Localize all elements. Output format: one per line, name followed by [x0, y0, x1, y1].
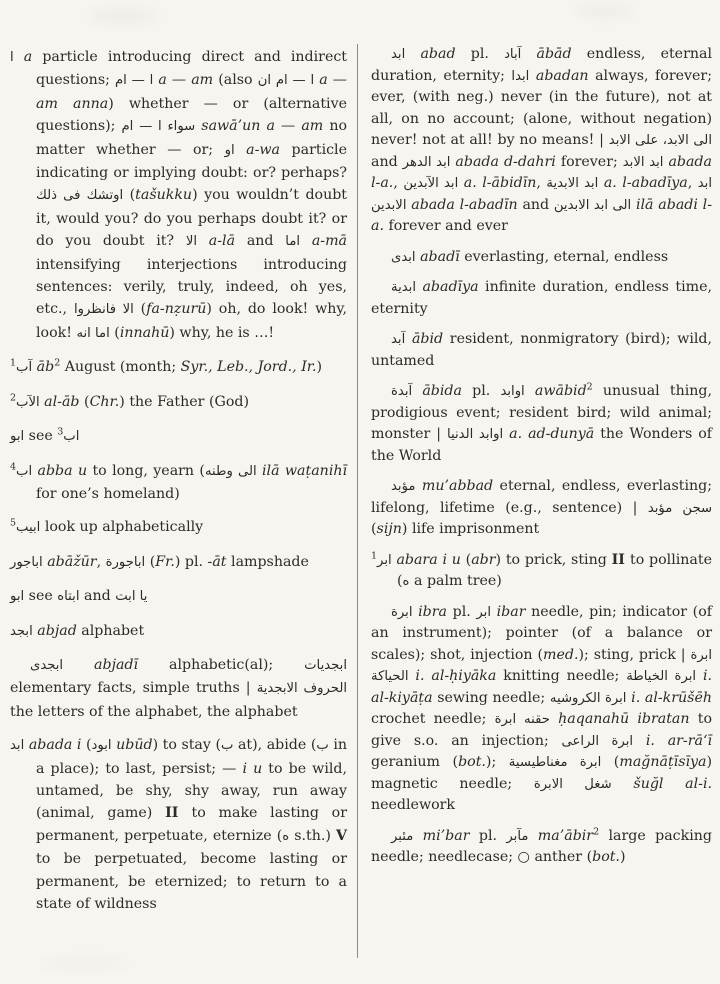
arabic-text: ابيب: [16, 520, 41, 536]
transliteration: abara i u: [391, 551, 466, 568]
homograph-number: 3: [57, 426, 64, 438]
arabic-text: ا — ام ان: [257, 73, 315, 89]
transliteration: i. al-kiyāṭa: [371, 668, 712, 706]
gloss-text: to long, yearn (: [92, 462, 205, 479]
gloss-text: everlasting, eternal, endless: [459, 248, 669, 265]
dictionary-entry: [10, 516, 347, 539]
dictionary-entry: [371, 329, 712, 372]
gloss-text: unusual thing, prodigious event; resident bird; wild animal; monster |: [371, 383, 712, 442]
arabic-text: اما: [285, 234, 301, 250]
arabic-text: ابو: [10, 589, 25, 605]
right-column: [371, 44, 712, 878]
dictionary-entry: [10, 46, 347, 345]
transliteration: a-lā: [197, 233, 247, 250]
arabic-text: ابجد: [10, 623, 33, 639]
transliteration: ibra: [412, 603, 448, 620]
gloss-text: ,: [96, 553, 106, 570]
arabic-text: شغل الابرة: [533, 776, 612, 792]
gloss-text: August (month;: [60, 359, 181, 376]
dictionary-entry: [10, 620, 347, 643]
gloss-text: (: [465, 551, 472, 568]
gloss-text: ,: [687, 175, 698, 191]
arabic-text: اب: [63, 429, 80, 445]
gloss-text: ) magnetic needle;: [371, 754, 713, 792]
dictionary-entry: [10, 425, 347, 448]
gloss-text: pl.: [447, 603, 477, 620]
transliteration: i. al-ḥiyāka: [408, 668, 497, 684]
transliteration: a-wa: [234, 141, 292, 158]
arabic-text: ابد: [391, 47, 406, 62]
gloss-text: and: [79, 588, 116, 605]
arabic-text: ابرة مغناطيسية: [508, 755, 602, 770]
transliteration: i u: [242, 760, 269, 777]
arabic-text: ا: [10, 50, 14, 65]
dictionary-entry: [371, 550, 712, 593]
arabic-text: الى ابد الابدين: [553, 197, 632, 213]
transliteration: a. l-ābidīn: [458, 175, 537, 191]
arabic-text: ابد الدهر: [402, 154, 451, 170]
transliteration: abjad: [32, 622, 77, 639]
gloss-text: a palm tree): [409, 573, 502, 589]
arabic-text: الحروف الابجدية: [256, 681, 348, 697]
gloss-text: ) pl.: [174, 553, 208, 570]
gloss-text: resident, nonmigratory (bird); wild, untamed: [371, 331, 713, 369]
transliteration: āb: [32, 359, 55, 376]
left-column: [10, 46, 347, 926]
transliteration: abada d-dahri: [450, 153, 556, 170]
gloss-text: sewing needle;: [432, 689, 550, 706]
arabic-text: ا — ام: [114, 73, 154, 89]
column-divider: [357, 44, 358, 958]
transliteration: abba u: [32, 462, 93, 479]
transliteration: sawā’un a — am: [195, 118, 330, 135]
arabic-text: ابجدى: [30, 657, 64, 673]
scan-smudge: [40, 958, 130, 968]
arabic-text: ابرة الحياكة: [371, 647, 712, 684]
arabic-text: ابد الابدين: [371, 176, 713, 213]
transliteration: med.: [543, 646, 579, 663]
arabic-text: سجن مؤبد: [647, 500, 713, 516]
transliteration: a. ad-dunyā: [503, 426, 595, 442]
transliteration: al-āb: [39, 393, 85, 410]
arabic-text: سواء ا — ام: [121, 119, 196, 135]
gloss-text: ,: [536, 175, 547, 191]
arabic-text: او: [224, 142, 235, 158]
gloss-text: (: [109, 324, 120, 341]
dictionary-entry: [371, 476, 712, 541]
transliteration: a: [13, 49, 43, 65]
arabic-text: اوابد: [500, 384, 525, 399]
dictionary-entry: [371, 247, 712, 269]
gloss-text: and: [517, 196, 554, 213]
gloss-text: ) the Father (God): [119, 393, 249, 410]
transliteration: ubūd: [111, 737, 153, 754]
dictionary-entry: [371, 44, 712, 238]
gloss-text: at), abide (: [233, 737, 317, 754]
transliteration: -āt: [207, 553, 227, 570]
arabic-text: الآب: [16, 394, 40, 410]
arabic-text: الى الابد، على الابد: [608, 133, 712, 148]
arabic-text: مؤبد: [391, 479, 416, 494]
arabic-text: آباد: [504, 47, 522, 62]
transliteration: abjadī: [63, 656, 139, 673]
transliteration: innahū: [119, 324, 170, 341]
gloss-text: crochet needle;: [371, 711, 495, 727]
gloss-text: intensifying interjections introducing sentences: verily, truly, indeed, oh yes, etc.,: [36, 256, 347, 318]
dictionary-entry: [10, 654, 347, 723]
arabic-text: ب: [316, 738, 329, 754]
gloss-text: (: [601, 754, 620, 770]
transliteration: fa-nẓurū: [146, 301, 207, 318]
gloss-text: (: [371, 521, 377, 537]
transliteration: abāžūr: [42, 553, 97, 570]
transliteration: a — am anna: [36, 72, 347, 112]
gloss-text: s.th.): [289, 827, 336, 844]
gloss-text: alphabet: [76, 622, 145, 639]
gloss-text: knitting needle;: [496, 668, 627, 684]
arabic-text: اباجورة: [105, 554, 146, 570]
gloss-text: ) why, he is …!: [169, 324, 275, 341]
transliteration: ilā abadi l-a.: [371, 196, 713, 234]
gloss-text: large packing needle; needlecase; ○ anther (: [371, 827, 712, 865]
gloss-text: particle indicating or implying doubt: or? perhaps?: [36, 141, 347, 182]
gloss-text: ) to stay (: [152, 737, 221, 754]
arabic-text: ابد: [10, 738, 25, 754]
gloss-text: ) you wouldn’t doubt it, would you? do you perhaps doubt it? or do you doubt it?: [36, 187, 348, 250]
gloss-text: ) to prick, sting: [495, 551, 612, 568]
verb-form-numeral: V: [335, 827, 347, 844]
gloss-text: forever;: [555, 153, 623, 170]
transliteration: Fr.: [155, 553, 175, 570]
arabic-text: الا: [185, 234, 198, 250]
arabic-text: اب: [16, 463, 33, 479]
transliteration: i. ar-rā‘ī: [633, 732, 713, 749]
homograph-number: 1: [371, 549, 378, 561]
gloss-text: (also: [218, 72, 258, 89]
arabic-text: ابرة الكروشيه: [549, 690, 627, 706]
transliteration: šuğl al-i.: [611, 775, 712, 792]
gloss-text: to give s.o. an injection;: [371, 711, 712, 749]
gloss-text: always, forever; ever, (with neg.) never (in the future), not at all, on no account; (alone, without negation) never! not at all! by no means! |: [371, 67, 712, 148]
transliteration: bot.: [592, 849, 620, 865]
dictionary-entry: [371, 381, 712, 467]
gloss-text: and: [371, 153, 403, 170]
transliteration: ābida: [412, 383, 462, 399]
gloss-text: (: [86, 737, 92, 754]
gloss-text: needlework: [371, 797, 456, 813]
transliteration: ibar: [491, 603, 526, 620]
homograph-number: 1: [10, 357, 17, 369]
arabic-text: ابدى: [391, 249, 416, 265]
transliteration: ḥaqanahū ibratan: [549, 711, 690, 727]
homograph-number: 2: [586, 381, 593, 393]
gloss-text: needle, pin; indicator (of an instrument); pointer (of a balance or scales); shot, injection (: [371, 603, 713, 663]
arabic-text: اوابد الدنيا: [447, 427, 504, 442]
arabic-text: ابد الابد: [622, 154, 664, 170]
arabic-text: آبدة: [391, 384, 413, 399]
arabic-text: ابجديات: [304, 657, 348, 673]
gloss-text: see: [24, 428, 58, 445]
transliteration: Chr.: [89, 393, 120, 410]
gloss-text: ) oh, do look! why, look!: [36, 301, 348, 341]
gloss-text: elementary facts, simple truths |: [10, 680, 257, 697]
gloss-text: ); sting, prick |: [578, 646, 691, 663]
gloss-text: ,: [393, 175, 404, 191]
transliteration: tašukku: [135, 187, 193, 204]
arabic-text: مآبر: [506, 828, 529, 844]
transliteration: abadīya: [416, 279, 479, 295]
arabic-text: آب: [16, 360, 33, 376]
gloss-text: to be wild, untamed, be shy, shy away, run away (animal, game): [36, 760, 347, 822]
dictionary-entry: [371, 277, 712, 320]
dictionary-entry: [10, 460, 347, 506]
arabic-text: ابو: [10, 429, 25, 445]
transliteration: abada l-abadīn: [406, 196, 518, 213]
verb-form-numeral: II: [611, 551, 631, 568]
arabic-text: الا فانظروا: [73, 302, 134, 318]
arabic-text: ابرة الخياطة: [626, 669, 697, 684]
gloss-text: pl.: [455, 46, 505, 62]
arabic-text: ه: [402, 574, 410, 589]
gloss-text: in a place); to last, persist; —: [36, 737, 348, 777]
gloss-text: ): [316, 359, 323, 376]
arabic-text: حقنه ابرة: [494, 712, 550, 727]
transliteration: a. l-abadīya: [598, 175, 688, 191]
transliteration: i. al-krūšēh: [626, 689, 712, 706]
homograph-number: 5: [10, 517, 17, 529]
transliteration: Syr., Leb., Jord., Ir.: [180, 359, 317, 376]
gloss-text: (: [84, 393, 90, 410]
transliteration: abad: [405, 46, 456, 62]
gloss-text: the letters of the alphabet, the alphabet: [10, 703, 298, 720]
gloss-text: alphabetic(al);: [138, 656, 305, 673]
gloss-text: lampshade: [226, 553, 309, 570]
arabic-text: مئبر: [391, 828, 414, 844]
transliteration: mu’abbad: [415, 478, 494, 494]
arabic-text: ابدا: [511, 68, 530, 84]
gloss-text: (: [133, 301, 147, 318]
gloss-text: pl.: [469, 827, 507, 844]
arabic-text: يا ابت: [115, 589, 148, 605]
arabic-text: ابدية: [391, 280, 416, 295]
gloss-text: look up alphabetically: [40, 519, 204, 536]
transliteration: sijn: [376, 521, 402, 537]
transliteration: bot.: [458, 754, 486, 770]
gloss-text: infinite duration, endless time, eternity: [371, 279, 712, 317]
homograph-number: 4: [10, 460, 17, 472]
arabic-text: اما انه: [76, 325, 110, 341]
gloss-text: to be perpetuated, become lasting or permanent, be eternized; to return to a state of wildness: [36, 851, 347, 912]
gloss-text: (: [145, 553, 156, 570]
dictionary-entry: [10, 551, 347, 574]
gloss-text: no matter whether — or;: [36, 118, 348, 158]
transliteration: abadan: [529, 67, 589, 84]
transliteration: mi’bar: [413, 827, 470, 844]
scan-smudge: [88, 8, 158, 24]
gloss-text: to make lasting or permanent, perpetuate, eternize (: [36, 805, 347, 844]
gloss-text: the Wonders of the World: [371, 426, 712, 464]
gloss-text: see: [24, 588, 58, 605]
scan-smudge: [575, 4, 635, 18]
transliteration: abada i: [24, 737, 86, 754]
dictionary-entry: [10, 734, 347, 915]
verb-form-numeral: II: [165, 805, 192, 822]
homograph-number: 2: [10, 391, 17, 403]
transliteration: ābid: [405, 331, 444, 347]
dictionary-entry: [371, 826, 712, 869]
transliteration: ma’ābir: [528, 827, 594, 844]
gloss-text: geranium (: [371, 754, 459, 770]
arabic-text: اباجور: [10, 554, 43, 570]
gloss-text: ) whether — or (alternative questions);: [36, 95, 347, 135]
arabic-text: آبد: [391, 332, 406, 347]
gloss-text: ): [619, 849, 626, 865]
arabic-text: ابرة الراعى: [561, 733, 634, 749]
gloss-text: pl.: [461, 383, 501, 399]
transliteration: ābād: [521, 46, 572, 62]
gloss-text: eternal, endless, everlasting; lifelong, lifetime (e.g., sentence) |: [371, 478, 712, 516]
transliteration: abr: [471, 551, 496, 568]
arabic-text: ابر: [476, 604, 492, 620]
gloss-text: for one’s homeland): [36, 485, 180, 502]
arabic-text: ابتاه: [57, 589, 80, 605]
arabic-text: ب: [221, 738, 234, 754]
transliteration: abada l-a.: [371, 153, 712, 191]
arabic-text: ابرة: [391, 604, 413, 620]
gloss-text: and: [246, 233, 286, 250]
arabic-text: ابد الابدية: [546, 176, 599, 191]
transliteration: a-mā: [300, 233, 347, 250]
dictionary-entry: [10, 585, 347, 608]
arabic-text: ابد الآبدين: [403, 176, 459, 191]
homograph-number: 2: [593, 825, 600, 837]
dictionary-entry: [371, 602, 712, 817]
homograph-number: 2: [54, 357, 61, 369]
transliteration: abadī: [415, 248, 460, 265]
transliteration: awābid: [524, 383, 587, 399]
gloss-text: ) life imprisonment: [401, 521, 540, 537]
gloss-text: particle introducing direct and indirect questions;: [36, 49, 348, 89]
gloss-text: forever and ever: [383, 218, 508, 234]
arabic-text: ابر: [377, 552, 392, 568]
gloss-text: endless, eternal duration, eternity;: [371, 46, 712, 84]
gloss-text: to pollinate (: [397, 551, 712, 589]
arabic-text: اوتشك فى ذلك: [36, 188, 124, 204]
transliteration: a — am: [153, 72, 219, 89]
gloss-text: );: [485, 754, 509, 770]
arabic-text: الى وطنه: [204, 463, 257, 479]
gloss-text: (: [123, 187, 136, 204]
dictionary-entry: [10, 391, 347, 414]
dictionary-entry: [10, 356, 347, 379]
arabic-text: ه: [282, 828, 290, 844]
arabic-text: ابود: [91, 738, 112, 754]
transliteration: mağnāṭīsīya: [619, 754, 707, 770]
transliteration: ilā waṭanihī: [256, 462, 348, 479]
